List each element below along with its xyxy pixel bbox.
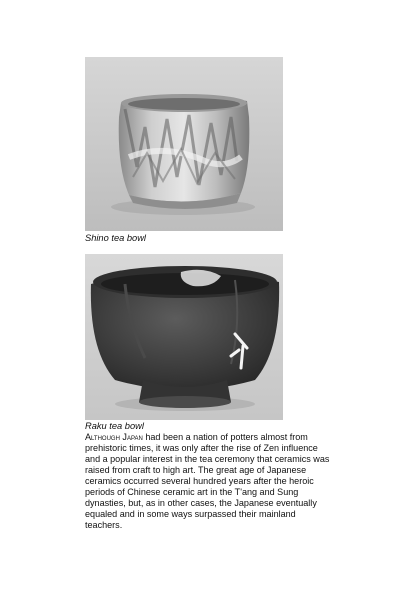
- paragraph-body: had been a nation of potters almost from prehistoric times, it was only after the rise of Zen influence and a popular interest in the tea ceremony that ceramics was raised from craft to high art. The great age of Japanese ceramics occurred several hundred years after the heroic periods of Chinese ceramic art in the T'ang and Sung dynasties, but, as in other cases, the Japanese eventually equaled and in some ways surpassed their mainland teachers.: [85, 432, 330, 530]
- paragraph-lead-in: Although Japan: [85, 432, 143, 442]
- article-paragraph: [85, 432, 335, 531]
- shino-bowl-illustration: [85, 57, 283, 231]
- shino-tea-bowl-photo: [85, 57, 283, 231]
- raku-caption: Raku tea bowl: [85, 421, 144, 431]
- shino-caption: Shino tea bowl: [85, 233, 146, 243]
- raku-bowl-illustration: [85, 254, 283, 420]
- raku-tea-bowl-photo: [85, 254, 283, 420]
